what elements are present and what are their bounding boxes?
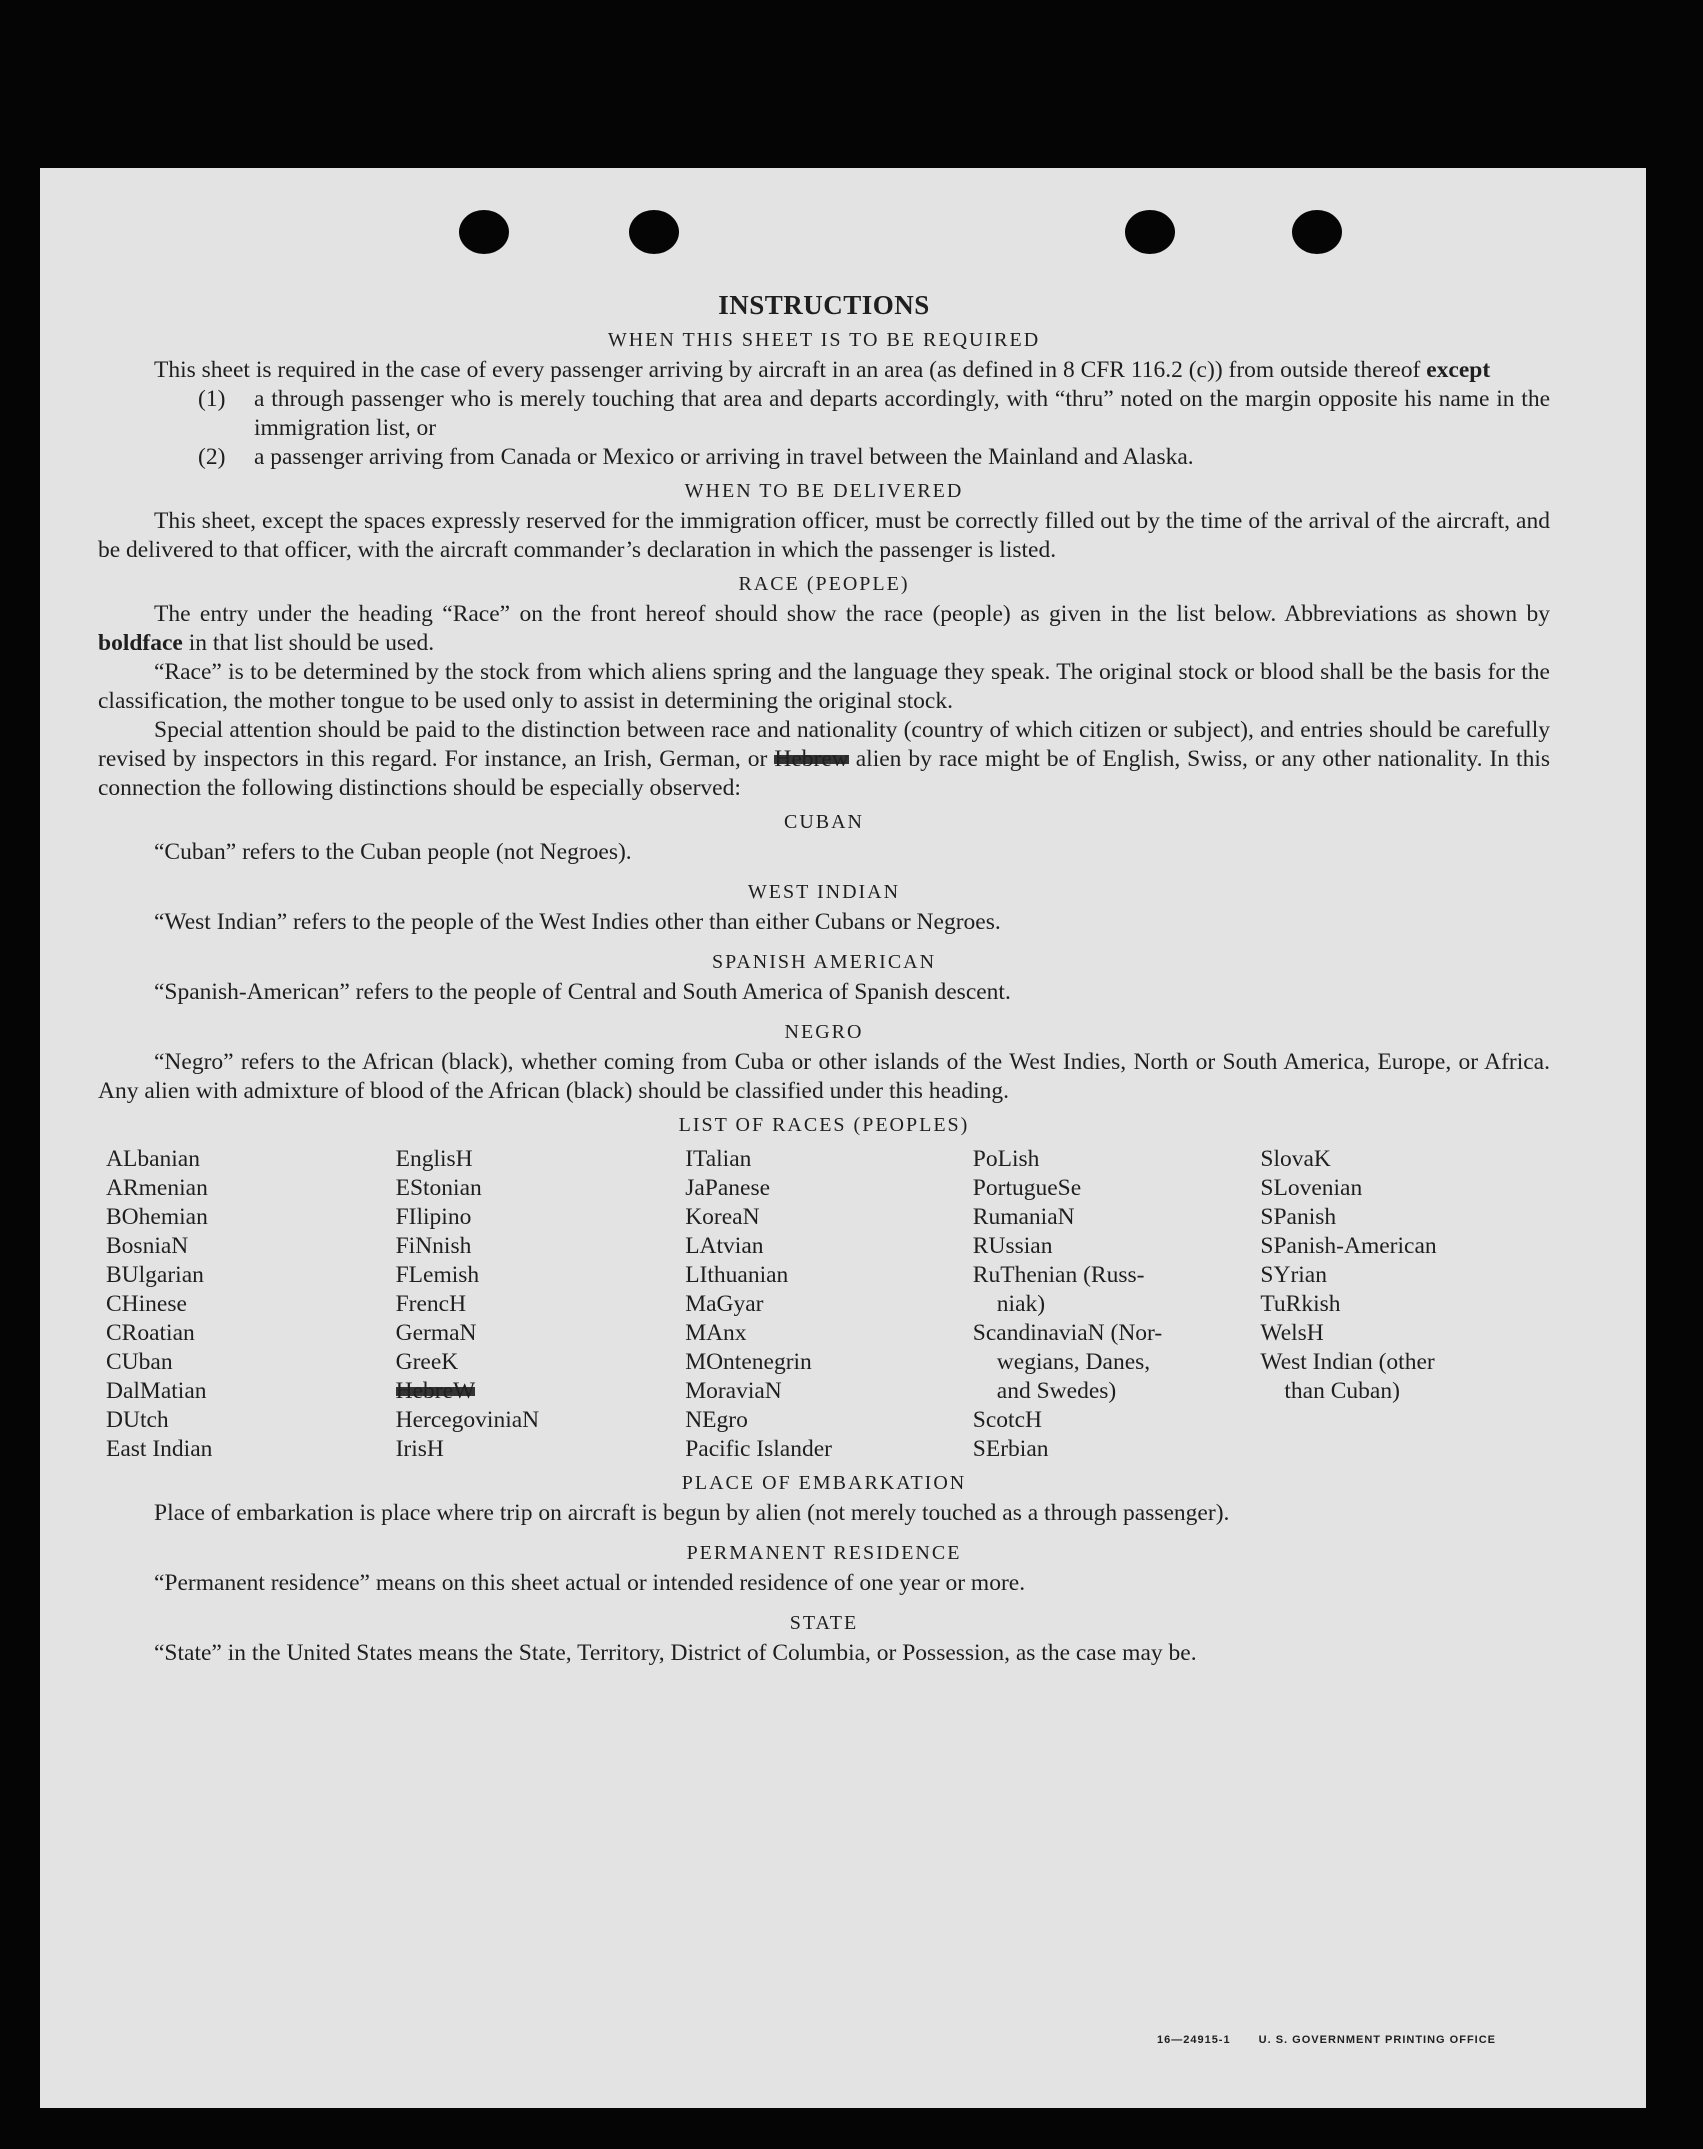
race-entry: FrencH — [395, 1291, 467, 1317]
races-column-2 — [396, 1145, 686, 1464]
para-residence: “Permanent residence” means on this sheet actual or intended residence of one year or more. — [154, 1570, 1026, 1596]
race-entry: GreeK — [395, 1349, 459, 1375]
race-entry: SlovaK — [1260, 1146, 1331, 1172]
race-boldface: boldface — [98, 630, 183, 656]
form-number: 16—24915-1 — [1156, 2034, 1231, 2046]
race-text: alien by race might be of English, Swiss, or any other nationality. In this connection the following distinctions should be especially observed: — [98, 746, 1550, 801]
race-entry: CRoatian — [106, 1320, 195, 1346]
heading-list-of-races: LIST OF RACES (PEOPLES) — [678, 1114, 970, 1136]
struck-word: Hebrew — [774, 746, 849, 772]
race-entry: SLovenian — [1260, 1175, 1363, 1201]
race-entry: ScandinaviaN (Nor- — [972, 1320, 1163, 1346]
race-entry: HercegoviniaN — [395, 1407, 540, 1433]
heading-when-delivered: WHEN TO BE DELIVERED — [684, 480, 964, 502]
race-entry: ALbanian — [106, 1146, 200, 1172]
race-entry: FIlipino — [395, 1204, 472, 1230]
race-entry-continued: than Cuban) — [1284, 1378, 1400, 1404]
para-state: “State” in the United States means the State, Territory, District of Columbia, or Possession, as the case may be. — [154, 1640, 1197, 1666]
para-cuban: “Cuban” refers to the Cuban people (not Negroes). — [154, 839, 632, 865]
race-entry: DalMatian — [106, 1378, 207, 1404]
race-entry: MAnx — [685, 1320, 747, 1346]
race-entry: KoreaN — [685, 1204, 760, 1230]
race-entry: RuThenian (Russ- — [972, 1262, 1145, 1288]
race-entry: JaPanese — [685, 1175, 771, 1201]
para-required-text: This sheet is required in the case of every passenger arriving by aircraft in an area (as defined in 8 CFR 116.2 (c)) from outside thereof — [154, 357, 1427, 383]
race-entry: SPanish-American — [1260, 1233, 1437, 1259]
form-footer — [1133, 2034, 1496, 2046]
para-required — [98, 356, 1550, 385]
para-embarkation: Place of embarkation is place where trip on aircraft is begun by alien (not merely touched as a through passenger). — [154, 1500, 1230, 1526]
para-delivered: This sheet, except the spaces expressly reserved for the immigration officer, must be correctly filled out by the time of the arrival of the aircraft, and be delivered to that officer, with the aircraft commander’s declaration in which the passenger is listed. — [98, 508, 1550, 563]
para-race-1 — [98, 600, 1550, 658]
race-entry: BosniaN — [106, 1233, 189, 1259]
race-entry: SYrian — [1260, 1262, 1327, 1288]
race-entry: MoraviaN — [685, 1378, 782, 1404]
race-entry: LIthuanian — [685, 1262, 789, 1288]
race-entry: PoLish — [972, 1146, 1040, 1172]
race-text: The entry under the heading “Race” on the front hereof should show the race (people) as given in the list below. Abbreviations as shown by — [154, 601, 1550, 627]
heading-race: RACE (PEOPLE) — [738, 573, 910, 595]
race-entry: WelsH — [1260, 1320, 1324, 1346]
form-sheet — [40, 168, 1646, 2108]
race-entry: MaGyar — [685, 1291, 764, 1317]
race-entry: RUssian — [972, 1233, 1053, 1259]
race-entry: NEgro — [685, 1407, 748, 1433]
exception-text: a through passenger who is merely touching that area and departs accordingly, with “thru” noted on the margin opposite his name in the immigration list, or — [254, 386, 1550, 441]
race-entry: IrisH — [395, 1436, 444, 1462]
heading-state: STATE — [789, 1612, 859, 1634]
race-entry: BOhemian — [106, 1204, 208, 1230]
races-column-4 — [973, 1145, 1261, 1464]
race-text: Special attention should be paid to the distinction between race and nationality (country of which citizen or subject), and entries should be carefully revised by inspectors in this regard. For instance, an Irish, German, or — [98, 717, 1550, 772]
punch-hole — [459, 210, 509, 254]
exception-item-1 — [98, 385, 1550, 443]
race-entry-continued: niak) — [996, 1291, 1046, 1317]
exception-text: a passenger arriving from Canada or Mexico or arriving in travel between the Mainland and Alaska. — [254, 444, 1194, 470]
race-entry-struck — [396, 1377, 686, 1406]
race-entry: FiNnish — [395, 1233, 472, 1259]
races-column-3 — [685, 1145, 973, 1464]
race-entry-continued: wegians, Danes, — [996, 1349, 1151, 1375]
heading-spanish-american: SPANISH AMERICAN — [711, 951, 937, 973]
race-text: in that list should be used. — [182, 630, 435, 656]
race-entry: DUtch — [106, 1407, 169, 1433]
exception-item-2 — [98, 443, 1550, 472]
para-west-indian: “West Indian” refers to the people of the West Indies other than either Cubans or Negroes. — [154, 909, 1001, 935]
para-negro: “Negro” refers to the African (black), whether coming from Cuba or other islands of the West Indies, North or South America, Europe, or Africa. Any alien with admixture of blood of the African (black) should be classified under this heading. — [98, 1049, 1550, 1104]
race-entry: FLemish — [395, 1262, 480, 1288]
para-required-except: except — [1426, 357, 1491, 383]
struck-word: HebreW — [395, 1378, 476, 1404]
para-race-3 — [98, 716, 1550, 803]
race-entry: EnglisH — [395, 1146, 473, 1172]
punch-hole — [629, 210, 679, 254]
heading-west-indian: WEST INDIAN — [747, 881, 901, 903]
heading-place-of-embarkation: PLACE OF EMBARKATION — [681, 1472, 967, 1494]
race-entry: SPanish — [1260, 1204, 1337, 1230]
race-entry: GermaN — [395, 1320, 477, 1346]
race-entry: ARmenian — [106, 1175, 208, 1201]
race-entry: RumaniaN — [972, 1204, 1075, 1230]
race-entry: CHinese — [106, 1291, 187, 1317]
race-entry: East Indian — [106, 1436, 213, 1462]
heading-negro: NEGRO — [784, 1021, 864, 1043]
exception-number: (2) — [198, 444, 226, 470]
race-entry-continued: and Swedes) — [996, 1378, 1117, 1404]
race-entry: LAtvian — [685, 1233, 764, 1259]
races-column-1 — [106, 1145, 396, 1464]
punch-hole — [1125, 210, 1175, 254]
race-entry: West Indian (other — [1260, 1349, 1435, 1375]
races-list — [98, 1145, 1550, 1464]
races-column-5 — [1260, 1145, 1550, 1464]
race-entry: BUlgarian — [106, 1262, 204, 1288]
race-entry: Pacific Islander — [685, 1436, 832, 1462]
para-spanish-american: “Spanish-American” refers to the people of Central and South America of Spanish descent. — [154, 979, 1011, 1005]
race-entry: EStonian — [395, 1175, 482, 1201]
instructions-content — [98, 290, 1550, 1668]
race-entry: MOntenegrin — [685, 1349, 812, 1375]
race-entry: TuRkish — [1260, 1291, 1341, 1317]
heading-cuban: CUBAN — [783, 811, 864, 833]
race-entry: ITalian — [685, 1146, 752, 1172]
heading-when-required: WHEN THIS SHEET IS TO BE REQUIRED — [607, 329, 1041, 351]
exception-number: (1) — [198, 386, 226, 412]
printer-imprint: U. S. GOVERNMENT PRINTING OFFICE — [1258, 2034, 1496, 2046]
punch-hole — [1292, 210, 1342, 254]
race-entry: SErbian — [972, 1436, 1049, 1462]
page-title: INSTRUCTIONS — [718, 290, 930, 320]
para-race-2: “Race” is to be determined by the stock from which aliens spring and the language they speak. The original stock or blood shall be the basis for the classification, the mother tongue to be used only to assist in determining the original stock. — [98, 659, 1550, 714]
race-entry: PortugueSe — [972, 1175, 1082, 1201]
heading-permanent-residence: PERMANENT RESIDENCE — [686, 1542, 962, 1564]
race-entry: ScotcH — [972, 1407, 1042, 1433]
race-entry: CUban — [106, 1349, 173, 1375]
